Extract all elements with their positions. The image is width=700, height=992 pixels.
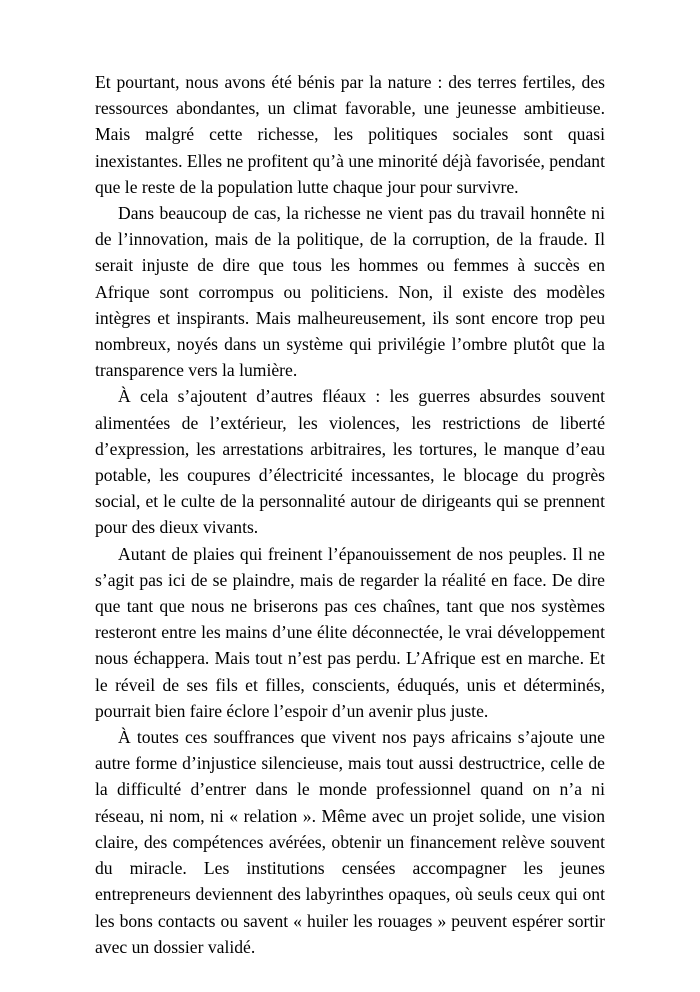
paragraph: Autant de plaies qui freinent l’épanouissement de nos peuples. Il ne s’agit pas ici de se plaindre, mais de regarder la réalité en face. De dire que tant que nous ne briserons pas ces chaînes, tant que nos systèmes resteront entre les mains d’une élite déconnectée, le vrai développement nous échappera. Mais tout n’est pas perdu. L’Afrique est en marche. Et le réveil de ses fils et filles, conscients, éduqués, unis et déterminés, pourrait bien faire éclore l’espoir d’un avenir plus juste. [95, 543, 605, 721]
document-page [95, 69, 605, 960]
paragraph: À toutes ces souffrances que vivent nos pays africains s’ajoute une autre forme d’injustice silencieuse, mais tout aussi destructrice, celle de la difficulté d’entrer dans le monde professionnel quand on n’a ni réseau, ni nom, ni « relation ». Même avec un projet solide, une vision claire, des compétences avérées, obtenir un financement relève souvent du miracle. Les institutions censées accompagner les jeunes entrepreneurs deviennent des labyrinthes opaques, où seuls ceux qui ont les bons contacts ou savent « huiler les rouages » peuvent espérer sortir avec un dossier validé. [95, 727, 605, 957]
paragraph: Dans beaucoup de cas, la richesse ne vient pas du travail honnête ni de l’innovation, mais de la politique, de la corruption, de la fraude. Il serait injuste de dire que tous les hommes ou femmes à succès en Afrique sont corrompus ou politiciens. Non, il existe des modèles intègres et inspirants. Mais malheureusement, ils sont encore trop peu nombreux, noyés dans un système qui privilégie l’ombre plutôt que la transparence vers la lumière. [95, 203, 605, 381]
paragraph: Et pourtant, nous avons été bénis par la nature : des terres fertiles, des ressources abondantes, un climat favorable, une jeunesse ambitieuse. Mais malgré cette richesse, les politiques sociales sont quasi inexistantes. Elles ne profitent qu’à une minorité déjà favorisée, pendant que le reste de la population lutte chaque jour pour survivre. [95, 72, 605, 197]
paragraph: À cela s’ajoutent d’autres fléaux : les guerres absurdes souvent alimentées de l’extérieur, les violences, les restrictions de liberté d’expression, les arrestations arbitraires, les tortures, le manque d’eau potable, les coupures d’électricité incessantes, le blocage du progrès social, et le culte de la personnalité autour de dirigeants qui se prennent pour des dieux vivants. [95, 386, 605, 538]
